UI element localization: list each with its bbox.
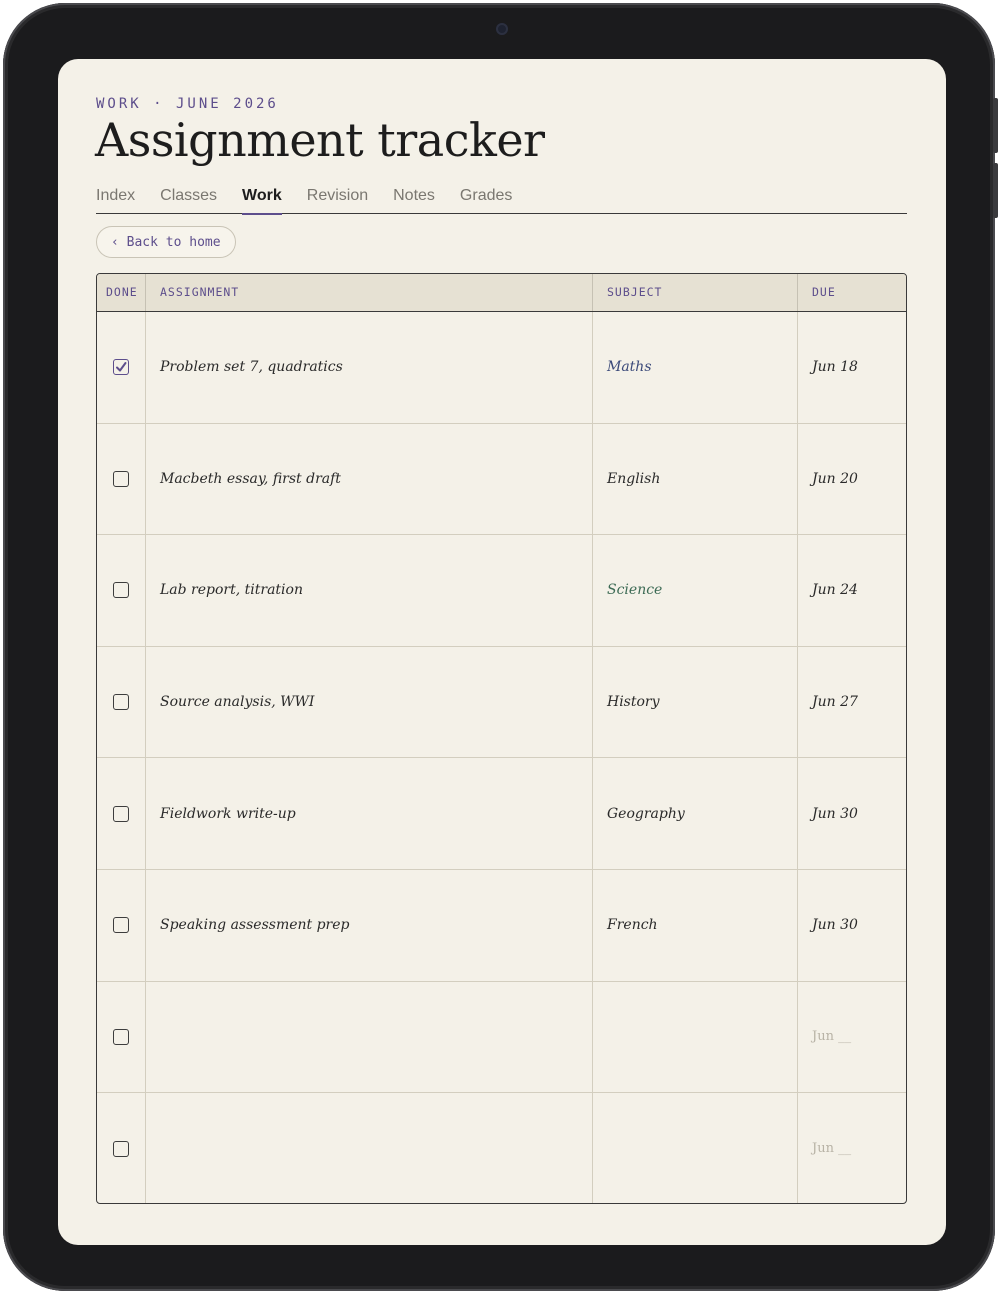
- done-cell: [97, 312, 146, 423]
- front-camera: [496, 23, 508, 35]
- assignment-cell[interactable]: Speaking assessment prep: [146, 870, 593, 981]
- table-row: [97, 424, 906, 536]
- column-header-due: DUE: [812, 285, 836, 299]
- screen: [58, 59, 946, 1245]
- assignment-cell[interactable]: Lab report, titration: [146, 535, 593, 646]
- tab-classes[interactable]: Classes: [160, 187, 218, 204]
- due-cell[interactable]: Jun 24: [812, 582, 858, 599]
- done-cell: [97, 870, 146, 981]
- done-cell: [97, 758, 146, 869]
- subject-cell[interactable]: English: [593, 424, 798, 535]
- assignment-cell[interactable]: [146, 1093, 593, 1204]
- section-eyebrow: WORK · JUNE 2026: [96, 96, 279, 112]
- tab-bar: [96, 187, 907, 214]
- table-row: [97, 758, 906, 870]
- column-header-done: DONE: [97, 274, 146, 311]
- tab-revision[interactable]: Revision: [306, 187, 369, 204]
- due-cell[interactable]: Jun 30: [812, 917, 858, 934]
- subject-cell[interactable]: Science: [593, 535, 798, 646]
- due-cell[interactable]: Jun 30: [812, 805, 858, 822]
- checkbox[interactable]: [113, 917, 129, 933]
- tab-work[interactable]: Work: [242, 187, 282, 215]
- assignment-cell[interactable]: [146, 982, 593, 1093]
- subject-cell[interactable]: Maths: [593, 312, 798, 423]
- done-cell: [97, 535, 146, 646]
- tab-index[interactable]: Index: [96, 187, 136, 204]
- checkbox[interactable]: [113, 1029, 129, 1045]
- subject-cell[interactable]: [593, 1093, 798, 1204]
- table-header: [97, 274, 906, 312]
- page-title: Assignment tracker: [95, 113, 545, 167]
- due-cell[interactable]: Jun 18: [812, 359, 858, 376]
- checkbox[interactable]: [113, 1141, 129, 1157]
- checkbox[interactable]: [113, 471, 129, 487]
- table-row: [97, 535, 906, 647]
- assignment-cell[interactable]: Macbeth essay, first draft: [146, 424, 593, 535]
- done-cell: [97, 647, 146, 758]
- assignment-cell[interactable]: Fieldwork write-up: [146, 758, 593, 869]
- table-row: [97, 312, 906, 424]
- tab-notes[interactable]: Notes: [393, 187, 435, 204]
- assignment-cell[interactable]: Problem set 7, quadratics: [146, 312, 593, 423]
- subject-cell[interactable]: French: [593, 870, 798, 981]
- due-cell[interactable]: [798, 1093, 906, 1204]
- table-row: [97, 982, 906, 1094]
- checkbox[interactable]: [113, 806, 129, 822]
- checkbox[interactable]: [113, 582, 129, 598]
- due-placeholder: Jun __: [812, 1141, 852, 1157]
- due-cell[interactable]: Jun 27: [812, 694, 858, 711]
- column-header-subject: SUBJECT: [593, 274, 798, 311]
- table-body: [97, 312, 906, 1204]
- table-row: [97, 870, 906, 982]
- checkbox[interactable]: [113, 694, 129, 710]
- table-row: [97, 647, 906, 759]
- check-icon: [115, 361, 127, 373]
- subject-cell[interactable]: Geography: [593, 758, 798, 869]
- subject-cell[interactable]: [593, 982, 798, 1093]
- done-cell: [97, 1093, 146, 1204]
- tab-grades[interactable]: Grades: [459, 187, 513, 204]
- volume-button-2: [993, 163, 998, 218]
- done-cell: [97, 424, 146, 535]
- tablet-frame: [3, 3, 995, 1291]
- volume-button: [993, 98, 998, 153]
- back-to-home-button[interactable]: ‹ Back to home: [96, 226, 236, 258]
- checkbox-checked[interactable]: [113, 359, 129, 375]
- due-placeholder: Jun __: [812, 1029, 852, 1045]
- subject-cell[interactable]: History: [593, 647, 798, 758]
- assignment-cell[interactable]: Source analysis, WWI: [146, 647, 593, 758]
- done-cell: [97, 982, 146, 1093]
- column-header-assignment: ASSIGNMENT: [146, 274, 593, 311]
- assignment-table: [96, 273, 907, 1204]
- table-row: [97, 1093, 906, 1204]
- due-cell[interactable]: [798, 982, 906, 1093]
- due-cell[interactable]: Jun 20: [812, 470, 858, 487]
